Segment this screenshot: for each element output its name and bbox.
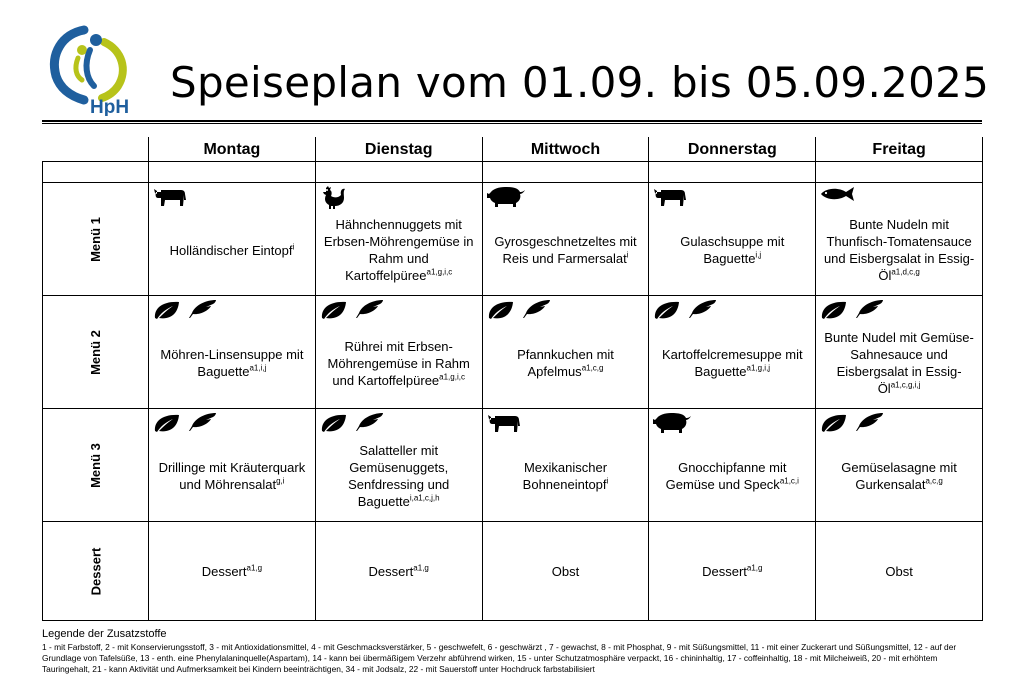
fish-icon [820, 186, 858, 206]
cow-icon [487, 412, 521, 438]
dish-text [316, 563, 482, 580]
menu-cell [315, 296, 482, 409]
feather-icon [187, 299, 217, 325]
legend-text: 1 - mit Farbstoff, 2 - mit Konservierungsstoff, 3 - mit Antioxidationsmittel, 4 - mit Geschmacksverstärker, 5 - geschwefelt, 6 - geschwärzt , 7 - gewachst, 8 - mit Phosphat, 9 - mit Süßungsmittel, 11 - mit einer Zuckerart und Süßungsmittel, 12 - auf der Grundlage von Tafelsüße, 13 - enth. eine Phenylalaninquelle(Aspartam), 14 - kann bei übermäßigem Verzehr abführend wirken, 15 - unter Schutzatmosphäre verpackt, 16 - chininhaltig, 17 - coffeinhaltig, 18 - mit Milcheiweiß, 20 - mit erhöhtem Tauringehalt, 21 - kann Aktivität und Aufmerksamkeit bei Kindern beeinträchtigen, 34 - mit Jodsalz, 22 - mit Sauerstoff unter Hochdruck farbstabilisiert [42, 642, 957, 674]
leaf-icon [820, 299, 848, 325]
menu-cell [649, 183, 816, 296]
additive-codes: i [626, 250, 629, 260]
dish-name: Obst [885, 563, 913, 579]
leaf-icon [487, 299, 515, 325]
row-label: Menü 1 [87, 216, 103, 262]
spacer-row [43, 162, 983, 183]
title-rule-thin [42, 123, 982, 124]
additive-codes: a1,c,i [779, 476, 799, 486]
pig-icon [653, 412, 693, 438]
dish-text [316, 316, 482, 389]
dish-text [816, 194, 982, 284]
dish-name: Kartoffelcremesuppe mit Baguette [661, 347, 803, 379]
dish-name: Dessert [201, 563, 247, 579]
menu-cell [649, 522, 816, 621]
additive-codes: a1,g,i,c [439, 372, 465, 382]
menu-cell [482, 296, 649, 409]
leaf-icon [320, 412, 348, 438]
feather-icon [521, 299, 551, 325]
row-label-cell [43, 522, 149, 621]
cow-icon [653, 186, 687, 212]
additive-codes: i,a1,c,j,h [409, 493, 440, 503]
dish-name: Gyrosgeschnetzeltes mit Reis und Farmersalat [494, 234, 637, 266]
dish-text [649, 563, 815, 580]
header-row [43, 137, 983, 162]
dish-name: Salatteller mit Gemüsenuggets, Senfdressing und Baguette [348, 443, 450, 509]
day-header: Mittwoch [482, 137, 649, 162]
menu-cell [482, 522, 649, 621]
dish-text [483, 437, 649, 493]
dish-name: Gulaschsuppe mit Baguette [680, 234, 785, 266]
dish-name: Möhren-Linsensuppe mit Baguette [160, 347, 304, 379]
dish-text [483, 324, 649, 380]
feather-icon [354, 299, 384, 325]
additive-codes: a,c,g [925, 476, 943, 486]
dish-name: Bunte Nudel mit Gemüse-Sahnesauce und Eisbergsalat in Essig-Öl [824, 330, 974, 396]
menu-cell [315, 183, 482, 296]
dish-name: Bunte Nudeln mit Thunfisch-Tomatensauce und Eisbergsalat in Essig-Öl [823, 217, 975, 283]
menu-cell [149, 183, 316, 296]
feather-icon [854, 412, 884, 438]
day-header: Dienstag [315, 137, 482, 162]
leaf-icon [653, 299, 681, 325]
dish-name: Pfannkuchen mit Apfelmus [517, 347, 614, 379]
dish-name: Rührei mit Erbsen-Möhrengemüse in Rahm und Kartoffelpüree [327, 338, 470, 388]
legend-title: Legende der Zusatzstoffe [42, 628, 167, 640]
dish-text [483, 563, 649, 580]
feather-icon [187, 412, 217, 438]
row-label: Menü 2 [87, 329, 103, 375]
additive-codes: a1,g [746, 563, 763, 573]
rooster-icon [320, 186, 346, 214]
dish-text [149, 563, 315, 580]
additive-codes: a1,d,c,g [891, 267, 920, 277]
menu-cell [816, 409, 983, 522]
additive-codes: a1,i,j [249, 363, 267, 373]
dish-name: Dessert [702, 563, 747, 579]
day-header: Donnerstag [649, 137, 816, 162]
menu-row [43, 522, 983, 621]
feather-icon [687, 299, 717, 325]
menu-row [43, 409, 983, 522]
feather-icon [854, 299, 884, 325]
additive-codes: a1,g [246, 563, 263, 573]
dish-name: Hähnchennuggets mit Erbsen-Möhrengemüse in Rahm und Kartoffelpüree [323, 217, 474, 283]
additive-codes: i [606, 476, 609, 486]
menu-cell [649, 409, 816, 522]
row-label-cell [43, 296, 149, 409]
menu-cell [482, 409, 649, 522]
row-label: Dessert [87, 547, 103, 595]
menu-cell [482, 183, 649, 296]
dish-text [149, 437, 315, 493]
additive-codes: a1,g [413, 563, 429, 573]
menu-cell [149, 296, 316, 409]
row-label-cell [43, 183, 149, 296]
menu-cell [149, 409, 316, 522]
menu-cell [315, 522, 482, 621]
dish-text [149, 324, 315, 380]
menu-cell [816, 296, 983, 409]
corner-cell [43, 137, 149, 162]
menu-cell [315, 409, 482, 522]
dish-text [649, 324, 815, 380]
dish-text [816, 563, 982, 580]
additive-codes: a1,g,i,j [746, 363, 771, 373]
dish-text [649, 437, 815, 493]
additive-codes: i [292, 242, 295, 252]
menu-table [42, 137, 983, 621]
logo-text: HpH [90, 97, 130, 116]
dish-text [149, 220, 315, 259]
leaf-icon [153, 299, 181, 325]
pig-icon [487, 186, 527, 212]
additive-codes: i,j [755, 250, 762, 260]
leaf-icon [320, 299, 348, 325]
leaf-icon [153, 412, 181, 438]
hph-logo [44, 20, 136, 116]
leaf-icon [820, 412, 848, 438]
dish-name: Drillinge mit Kräuterquark und Möhrensalat [158, 460, 306, 492]
dish-name: Obst [551, 563, 580, 579]
cow-icon [153, 186, 187, 212]
additive-codes: g,i [276, 476, 285, 486]
dish-name: Gnocchipfanne mit Gemüse und Speck [665, 460, 787, 492]
menu-cell [649, 296, 816, 409]
day-header: Montag [149, 137, 316, 162]
additive-codes: a1,g,i,c [426, 267, 453, 277]
dish-text [649, 211, 815, 267]
title-rule [42, 120, 982, 122]
dish-name: Mexikanischer Bohneneintopf [522, 460, 608, 492]
menu-row [43, 296, 983, 409]
row-label: Menü 3 [87, 442, 103, 488]
additive-codes: a1,c,g,i,j [890, 380, 921, 390]
legend [42, 628, 982, 675]
dish-name: Holländischer Eintopf [169, 242, 293, 258]
feather-icon [354, 412, 384, 438]
menu-cell [816, 183, 983, 296]
menu-row [43, 183, 983, 296]
dish-text [483, 211, 649, 267]
row-label-cell [43, 409, 149, 522]
menu-cell [149, 522, 316, 621]
dish-name: Gemüselasagne mit Gurkensalat [841, 460, 957, 492]
dish-text [816, 437, 982, 493]
additive-codes: a1,c,g [581, 363, 604, 373]
page-title: Speiseplan vom 01.09. bis 05.09.2025 [170, 58, 990, 107]
dish-name: Dessert [368, 563, 414, 579]
menu-cell [816, 522, 983, 621]
day-header: Freitag [816, 137, 983, 162]
